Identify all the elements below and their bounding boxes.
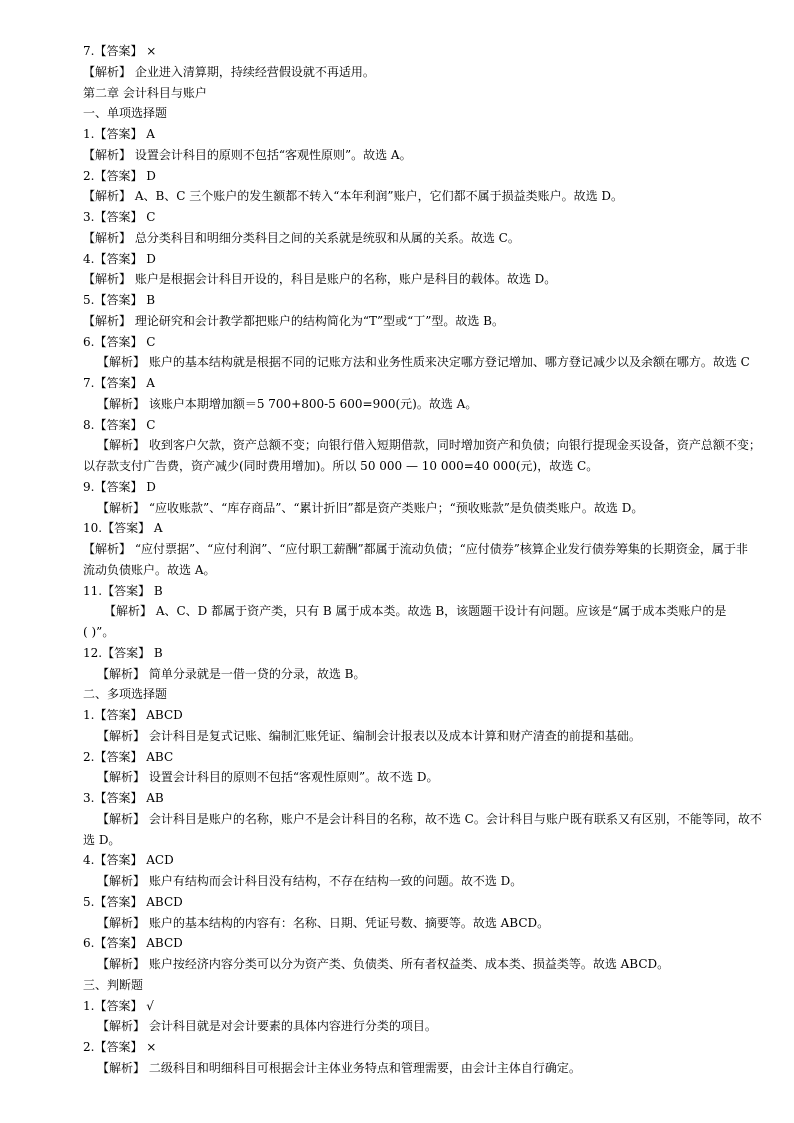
- explanation-line: 【解析】 账户的基本结构就是根据不同的记账方法和业务性质来决定哪方登记增加、哪方登记减少以及余额在哪方。故选 C: [97, 355, 750, 370]
- answer-line: 2.【答案】 ABC: [83, 749, 174, 764]
- answer-line: 1.【答案】 A: [83, 127, 155, 141]
- continuation-line: 以存款支付广告费，资产减少(同时费用增加)。所以 50 000 — 10 000=40 000(元)，故选 C。: [83, 459, 599, 473]
- explanation-line: 【解析】 理论研究和会计教学都把账户的结构简化为“T”型或“丁”型。故选 B。: [83, 313, 504, 328]
- answer-line: 6.【答案】 ABCD: [83, 936, 183, 951]
- explanation-line: 【解析】 该账户本期增加额＝5 700+800-5 600=900(元)。故选 A。: [97, 396, 478, 411]
- explanation-line: 【解析】 会计科目是账户的名称，账户不是会计科目的名称，故不选 C。会计科目与账户既有联系又有区别，不能等同，故不: [97, 811, 762, 826]
- explanation-line: 【解析】 简单分录就是一借一贷的分录，故选 B。: [97, 666, 366, 681]
- answer-line: 7.【答案】 ×: [83, 44, 157, 58]
- answer-line: 3.【答案】 AB: [83, 791, 164, 805]
- answer-line: 12.【答案】 B: [83, 645, 163, 660]
- answer-line: 5.【答案】 ABCD: [83, 894, 183, 909]
- answer-line: 6.【答案】 C: [83, 334, 156, 349]
- explanation-line: 【解析】 二级科目和明细科目可根据会计主体业务特点和管理需要，由会计主体自行确定。: [97, 1060, 581, 1075]
- answer-line: 1.【答案】 √: [83, 998, 154, 1013]
- answer-line: 8.【答案】 C: [83, 417, 156, 432]
- answer-line: 7.【答案】 A: [83, 376, 155, 390]
- section-heading: 第二章 会计科目与账户: [83, 85, 207, 100]
- explanation-line: 【解析】 “应付票据”、“应付利润”、“应付职工薪酬”都属于流动负债；“应付债券”核算企业发行债券筹集的长期资金，属于非: [83, 542, 748, 556]
- answer-line: 4.【答案】 ACD: [83, 853, 174, 868]
- answer-line: 4.【答案】 D: [83, 251, 156, 266]
- continuation-line: 流动负债账户。故选 A。: [83, 562, 216, 577]
- answer-line: 1.【答案】 ABCD: [83, 708, 183, 722]
- explanation-line: 【解析】 会计科目就是对会计要素的具体内容进行分类的项目。: [97, 1019, 437, 1034]
- explanation-line: 【解析】 设置会计科目的原则不包括“客观性原则”。故不选 D。: [97, 770, 439, 785]
- section-heading: 三、判断题: [83, 977, 144, 992]
- answer-line: 2.【答案】 D: [83, 168, 156, 183]
- explanation-line: 【解析】 A、B、C 三个账户的发生额都不转入“本年利润”账户，它们都不属于损益类账户。故选 D。: [83, 189, 624, 204]
- section-heading: 一、单项选择题: [83, 106, 168, 121]
- explanation-line: 【解析】 企业进入清算期，持续经营假设就不再适用。: [83, 64, 375, 79]
- explanation-line: 【解析】 A、C、D 都属于资产类，只有 B 属于成本类。故选 B，该题题干设计有问题。应该是“属于成本类账户的是: [104, 604, 727, 619]
- explanation-line: 【解析】 收到客户欠款，资产总额不变；向银行借入短期借款，同时增加资产和负债；向银行提现金买设备，资产总额不变；: [97, 438, 761, 453]
- answer-line: 11.【答案】 B: [83, 583, 163, 598]
- explanation-line: 【解析】 账户是根据会计科目开设的，科目是账户的名称，账户是科目的载体。故选 D。: [83, 272, 557, 287]
- explanation-line: 【解析】 账户的基本结构的内容有：名称、日期、凭证号数、摘要等。故选 ABCD。: [97, 915, 550, 930]
- explanation-line: 【解析】 总分类科目和明细分类科目之间的关系就是统驭和从属的关系。故选 C。: [83, 230, 520, 245]
- explanation-line: 【解析】 账户按经济内容分类可以分为资产类、负债类、所有者权益类、成本类、损益类等。故选 ABCD。: [97, 957, 670, 971]
- explanation-line: 【解析】 “应收账款”、“库存商品”、“累计折旧”都是资产类账户；“预收账款”是负债类账户。故选 D。: [97, 500, 644, 515]
- explanation-line: 【解析】 设置会计科目的原则不包括“客观性原则”。故选 A。: [83, 147, 412, 162]
- answer-line: 2.【答案】 ×: [83, 1040, 157, 1054]
- answer-line: 10.【答案】 A: [83, 521, 163, 536]
- answer-line: 9.【答案】 D: [83, 479, 156, 494]
- explanation-line: 【解析】 会计科目是复式记账、编制汇账凭证、编制会计报表以及成本计算和财产清查的前提和基础。: [97, 728, 641, 743]
- answer-line: 3.【答案】 C: [83, 210, 156, 224]
- continuation-line: ( )”。: [83, 625, 115, 639]
- explanation-line: 【解析】 账户有结构而会计科目没有结构，不存在结构一致的问题。故不选 D。: [97, 874, 523, 888]
- answer-line: 5.【答案】 B: [83, 293, 156, 307]
- section-heading: 二、多项选择题: [83, 687, 168, 702]
- continuation-line: 选 D。: [83, 832, 121, 847]
